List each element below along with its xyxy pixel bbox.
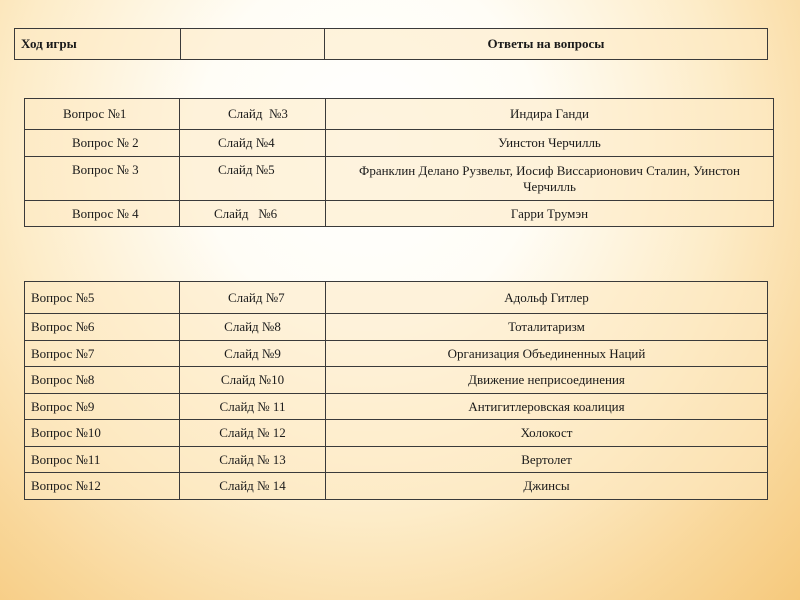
answer-cell: Франклин Делано Рузвельт, Иосиф Виссарионович Сталин, Уинстон Черчилль (326, 157, 774, 201)
answer-cell: Джинсы (326, 473, 768, 500)
answer-cell: Движение неприсоединения (326, 367, 768, 394)
table-row (25, 473, 768, 500)
table-row (25, 99, 774, 130)
table-row (25, 447, 768, 473)
questions-table-1 (24, 98, 774, 227)
table-row (25, 157, 774, 201)
table-row (25, 201, 774, 227)
slide-cell: Слайд №5 (180, 157, 326, 201)
table-row (25, 341, 768, 367)
question-cell: Вопрос №1 (25, 99, 180, 130)
slide-cell: Слайд №10 (180, 367, 326, 394)
question-cell: Вопрос №10 (25, 420, 180, 447)
table-row (25, 314, 768, 341)
answer-cell: Антигитлеровская коалиция (326, 394, 768, 420)
slide-cell: Слайд №3 (180, 99, 326, 130)
question-cell: Вопрос №7 (25, 341, 180, 367)
question-cell: Вопрос № 3 (25, 157, 180, 201)
header-table (14, 28, 768, 60)
slide-cell: Слайд № 14 (180, 473, 326, 500)
slide-cell: Слайд № 13 (180, 447, 326, 473)
slide-cell: Слайд № 12 (180, 420, 326, 447)
answer-cell: Адольф Гитлер (326, 282, 768, 314)
question-cell: Вопрос №6 (25, 314, 180, 341)
slide-cell: Слайд №4 (180, 130, 326, 157)
question-cell: Вопрос № 2 (25, 130, 180, 157)
question-cell: Вопрос №5 (25, 282, 180, 314)
slide-cell: Слайд №8 (180, 314, 326, 341)
question-cell: Вопрос № 4 (25, 201, 180, 227)
question-cell: Вопрос №12 (25, 473, 180, 500)
header-answers: Ответы на вопросы (325, 29, 768, 60)
answer-cell: Тоталитаризм (326, 314, 768, 341)
answer-cell: Холокост (326, 420, 768, 447)
answer-cell: Индира Ганди (326, 99, 774, 130)
header-row (15, 29, 768, 60)
table-row (25, 394, 768, 420)
table-row (25, 130, 774, 157)
table-row (25, 420, 768, 447)
table-row (25, 367, 768, 394)
question-cell: Вопрос №9 (25, 394, 180, 420)
table-row (25, 282, 768, 314)
answer-cell: Вертолет (326, 447, 768, 473)
question-cell: Вопрос №8 (25, 367, 180, 394)
slide-cell: Слайд № 11 (180, 394, 326, 420)
questions-table-2 (24, 281, 768, 500)
answer-cell: Гарри Трумэн (326, 201, 774, 227)
header-game-flow: Ход игры (15, 29, 181, 60)
slide-cell: Слайд №7 (180, 282, 326, 314)
answer-cell: Уинстон Черчилль (326, 130, 774, 157)
question-cell: Вопрос №11 (25, 447, 180, 473)
slide-cell: Слайд №6 (180, 201, 326, 227)
slide-cell: Слайд №9 (180, 341, 326, 367)
answer-cell: Организация Объединенных Наций (326, 341, 768, 367)
header-empty-cell (181, 29, 325, 60)
